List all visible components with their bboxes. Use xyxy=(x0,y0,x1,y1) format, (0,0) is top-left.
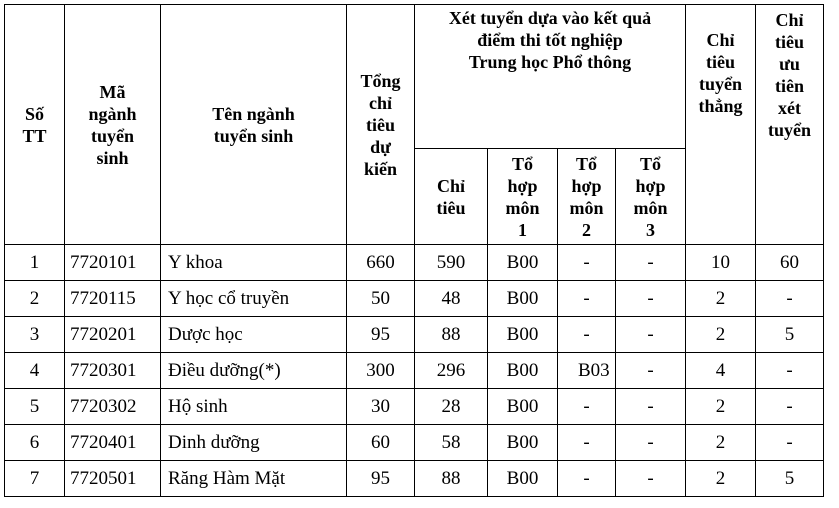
cell-direct-admission: 2 xyxy=(686,389,756,425)
header-combination-1: Tổ hợp môn 1 xyxy=(488,149,558,245)
table-row xyxy=(5,245,824,281)
cell-combination-1: B00 xyxy=(488,389,558,425)
cell-direct-admission: 2 xyxy=(686,425,756,461)
cell-quota: 88 xyxy=(415,461,488,497)
cell-direct-admission: 2 xyxy=(686,317,756,353)
cell-combination-2: - xyxy=(558,389,616,425)
cell-combination-3: - xyxy=(616,389,686,425)
cell-combination-2: B03 xyxy=(558,353,616,389)
cell-combination-1: B00 xyxy=(488,245,558,281)
cell-direct-admission: 4 xyxy=(686,353,756,389)
table-row xyxy=(5,317,824,353)
cell-quota: 58 xyxy=(415,425,488,461)
cell-quota: 48 xyxy=(415,281,488,317)
cell-major-name: Răng Hàm Mặt xyxy=(161,461,347,497)
cell-priority-admission: - xyxy=(756,353,824,389)
cell-priority-admission: 60 xyxy=(756,245,824,281)
cell-combination-3: - xyxy=(616,425,686,461)
table-row xyxy=(5,389,824,425)
cell-combination-2: - xyxy=(558,317,616,353)
cell-combination-1: B00 xyxy=(488,281,558,317)
cell-combination-3: - xyxy=(616,317,686,353)
cell-direct-admission: 2 xyxy=(686,461,756,497)
cell-major-code: 7720101 xyxy=(65,245,161,281)
cell-combination-3: - xyxy=(616,245,686,281)
header-major-name: Tên ngành tuyển sinh xyxy=(161,5,347,245)
cell-major-code: 7720115 xyxy=(65,281,161,317)
cell-total-quota: 50 xyxy=(347,281,415,317)
header-stt: Số TT xyxy=(5,5,65,245)
cell-combination-2: - xyxy=(558,461,616,497)
cell-stt: 1 xyxy=(5,245,65,281)
cell-major-code: 7720501 xyxy=(65,461,161,497)
header-exam-based-admission: Xét tuyển dựa vào kết quả điểm thi tốt nghiệp Trung học Phổ thông xyxy=(415,5,686,149)
cell-major-name: Y khoa xyxy=(161,245,347,281)
table-row xyxy=(5,461,824,497)
cell-combination-1: B00 xyxy=(488,353,558,389)
cell-total-quota: 300 xyxy=(347,353,415,389)
cell-major-name: Dược học xyxy=(161,317,347,353)
cell-direct-admission: 2 xyxy=(686,281,756,317)
cell-quota: 28 xyxy=(415,389,488,425)
cell-combination-3: - xyxy=(616,461,686,497)
cell-major-code: 7720401 xyxy=(65,425,161,461)
cell-major-name: Hộ sinh xyxy=(161,389,347,425)
cell-major-name: Y học cổ truyền xyxy=(161,281,347,317)
cell-total-quota: 95 xyxy=(347,317,415,353)
cell-priority-admission: - xyxy=(756,281,824,317)
header-direct-admission: Chỉ tiêu tuyển thẳng xyxy=(686,5,756,245)
cell-major-code: 7720302 xyxy=(65,389,161,425)
table-row xyxy=(5,425,824,461)
cell-combination-2: - xyxy=(558,281,616,317)
cell-combination-1: B00 xyxy=(488,317,558,353)
cell-total-quota: 60 xyxy=(347,425,415,461)
cell-stt: 5 xyxy=(5,389,65,425)
cell-stt: 6 xyxy=(5,425,65,461)
admissions-quota-table xyxy=(4,4,824,497)
cell-major-name: Điều dưỡng(*) xyxy=(161,353,347,389)
cell-combination-1: B00 xyxy=(488,461,558,497)
cell-quota: 590 xyxy=(415,245,488,281)
cell-combination-3: - xyxy=(616,281,686,317)
cell-major-name: Dinh dưỡng xyxy=(161,425,347,461)
cell-stt: 7 xyxy=(5,461,65,497)
table-row xyxy=(5,353,824,389)
cell-direct-admission: 10 xyxy=(686,245,756,281)
header-quota: Chỉ tiêu xyxy=(415,149,488,245)
cell-major-code: 7720201 xyxy=(65,317,161,353)
cell-combination-2: - xyxy=(558,425,616,461)
cell-total-quota: 660 xyxy=(347,245,415,281)
cell-combination-3: - xyxy=(616,353,686,389)
cell-stt: 4 xyxy=(5,353,65,389)
cell-priority-admission: 5 xyxy=(756,461,824,497)
cell-priority-admission: 5 xyxy=(756,317,824,353)
header-priority-admission: Chỉ tiêu ưu tiên xét tuyển xyxy=(756,5,824,245)
table-row xyxy=(5,281,824,317)
cell-quota: 296 xyxy=(415,353,488,389)
cell-total-quota: 30 xyxy=(347,389,415,425)
cell-priority-admission: - xyxy=(756,425,824,461)
cell-combination-1: B00 xyxy=(488,425,558,461)
cell-combination-2: - xyxy=(558,245,616,281)
header-combination-2: Tổ hợp môn 2 xyxy=(558,149,616,245)
cell-stt: 3 xyxy=(5,317,65,353)
cell-quota: 88 xyxy=(415,317,488,353)
cell-major-code: 7720301 xyxy=(65,353,161,389)
header-total-quota: Tổng chỉ tiêu dự kiến xyxy=(347,5,415,245)
cell-total-quota: 95 xyxy=(347,461,415,497)
header-combination-3: Tổ hợp môn 3 xyxy=(616,149,686,245)
cell-stt: 2 xyxy=(5,281,65,317)
cell-priority-admission: - xyxy=(756,389,824,425)
header-major-code: Mã ngành tuyển sinh xyxy=(65,5,161,245)
